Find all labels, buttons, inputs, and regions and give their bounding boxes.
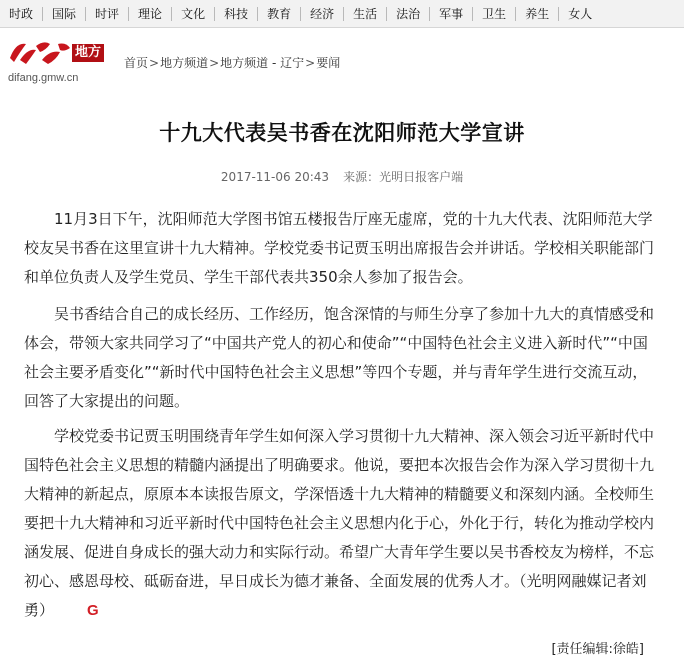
article-body (24, 205, 662, 631)
breadcrumb-separator: > (209, 56, 220, 70)
guangming-logo-mark (6, 38, 72, 68)
logo-url: difang.gmw.cn (8, 72, 79, 84)
article-meta (0, 168, 684, 185)
article-title: 十九大代表吴书香在沈阳师范大学宣讲 (159, 121, 525, 145)
breadcrumb-home[interactable]: 首页 (124, 56, 149, 70)
site-logo[interactable] (6, 34, 118, 90)
nav-item-education[interactable]: 教育 (258, 7, 301, 21)
breadcrumb-liaoning[interactable]: 地方频道 - 辽宁 (220, 56, 305, 70)
article-paragraph (24, 422, 662, 625)
breadcrumb-local-channel[interactable]: 地方频道 (160, 56, 209, 70)
nav-item-international[interactable]: 国际 (43, 7, 86, 21)
nav-item-health[interactable]: 卫生 (473, 7, 516, 21)
article-paragraph: 吴书香结合自己的成长经历、工作经历，饱含深情的与师生分享了参加十九大的真情感受和体会，带领大家共同学习了“中国共产党人的初心和使命”“中国特色社会主义进入新时代”“中国社会主要矛盾变化”“新时代中国特色社会主义思想”等四个专题，并与青年学生进行交流互动，回答了大家提出的问题。 (24, 305, 655, 410)
article-paragraph: 11月3日下午，沈阳师范大学图书馆五楼报告厅座无虚席，党的十九大代表、沈阳师范大学校友吴书香在这里宣讲十九大精神。学校党委书记贾玉明出席报告会并讲话。学校相关职能部门和单位负责人及学生党员、学生干部代表共350余人参加了报告会。 (24, 210, 655, 286)
top-nav (0, 0, 684, 28)
nav-item-culture[interactable]: 文化 (172, 7, 215, 21)
nav-item-technology[interactable]: 科技 (215, 7, 258, 21)
responsible-editor: [责任编辑:徐皓] (551, 642, 644, 657)
article-source: 来源：光明日报客户端 (343, 170, 464, 184)
article-datetime: 2017-11-06 20:43 (220, 170, 330, 184)
breadcrumb-separator: > (149, 56, 160, 70)
breadcrumb-separator: > (305, 56, 316, 70)
nav-item-wellness[interactable]: 养生 (516, 7, 559, 21)
breadcrumb-news[interactable]: 要闻 (316, 56, 341, 70)
guangming-end-icon: G (87, 602, 99, 619)
nav-item-women[interactable]: 女人 (568, 6, 593, 21)
nav-item-military[interactable]: 军事 (430, 7, 473, 21)
nav-item-law[interactable]: 法治 (387, 7, 430, 21)
nav-item-economy[interactable]: 经济 (301, 7, 344, 21)
logo-section-tag: 地方 (72, 44, 104, 62)
breadcrumb (124, 54, 340, 71)
nav-item-theory[interactable]: 理论 (129, 7, 172, 21)
nav-item-commentary[interactable]: 时评 (86, 7, 129, 21)
article-paragraph-text: 学校党委书记贾玉明围绕青年学生如何深入学习贯彻十九大精神、深入领会习近平新时代中国特色社会主义思想的精髓内涵提出了明确要求。他说，要把本次报告会作为深入学习贯彻十九大精神的新起点，原原本本读报告原文，学深悟透十九大精神的精髓要义和深刻内涵。全校师生要把十九大精神和习近平新时代中国特色社会主义思想内化于心，外化于行，转化为推动学校内涵发展、促进自身成长的强大动力和实际行动。希望广大青年学生要以吴书香校友为榜样，不忘初心、感恩母校、砥砺奋进，早日成长为德才兼备、全面发展的优秀人才。（光明网融媒记者刘勇） (24, 427, 655, 619)
nav-item-politics[interactable]: 时政 (0, 7, 43, 21)
site-header (0, 34, 684, 94)
nav-item-life[interactable]: 生活 (344, 7, 387, 21)
